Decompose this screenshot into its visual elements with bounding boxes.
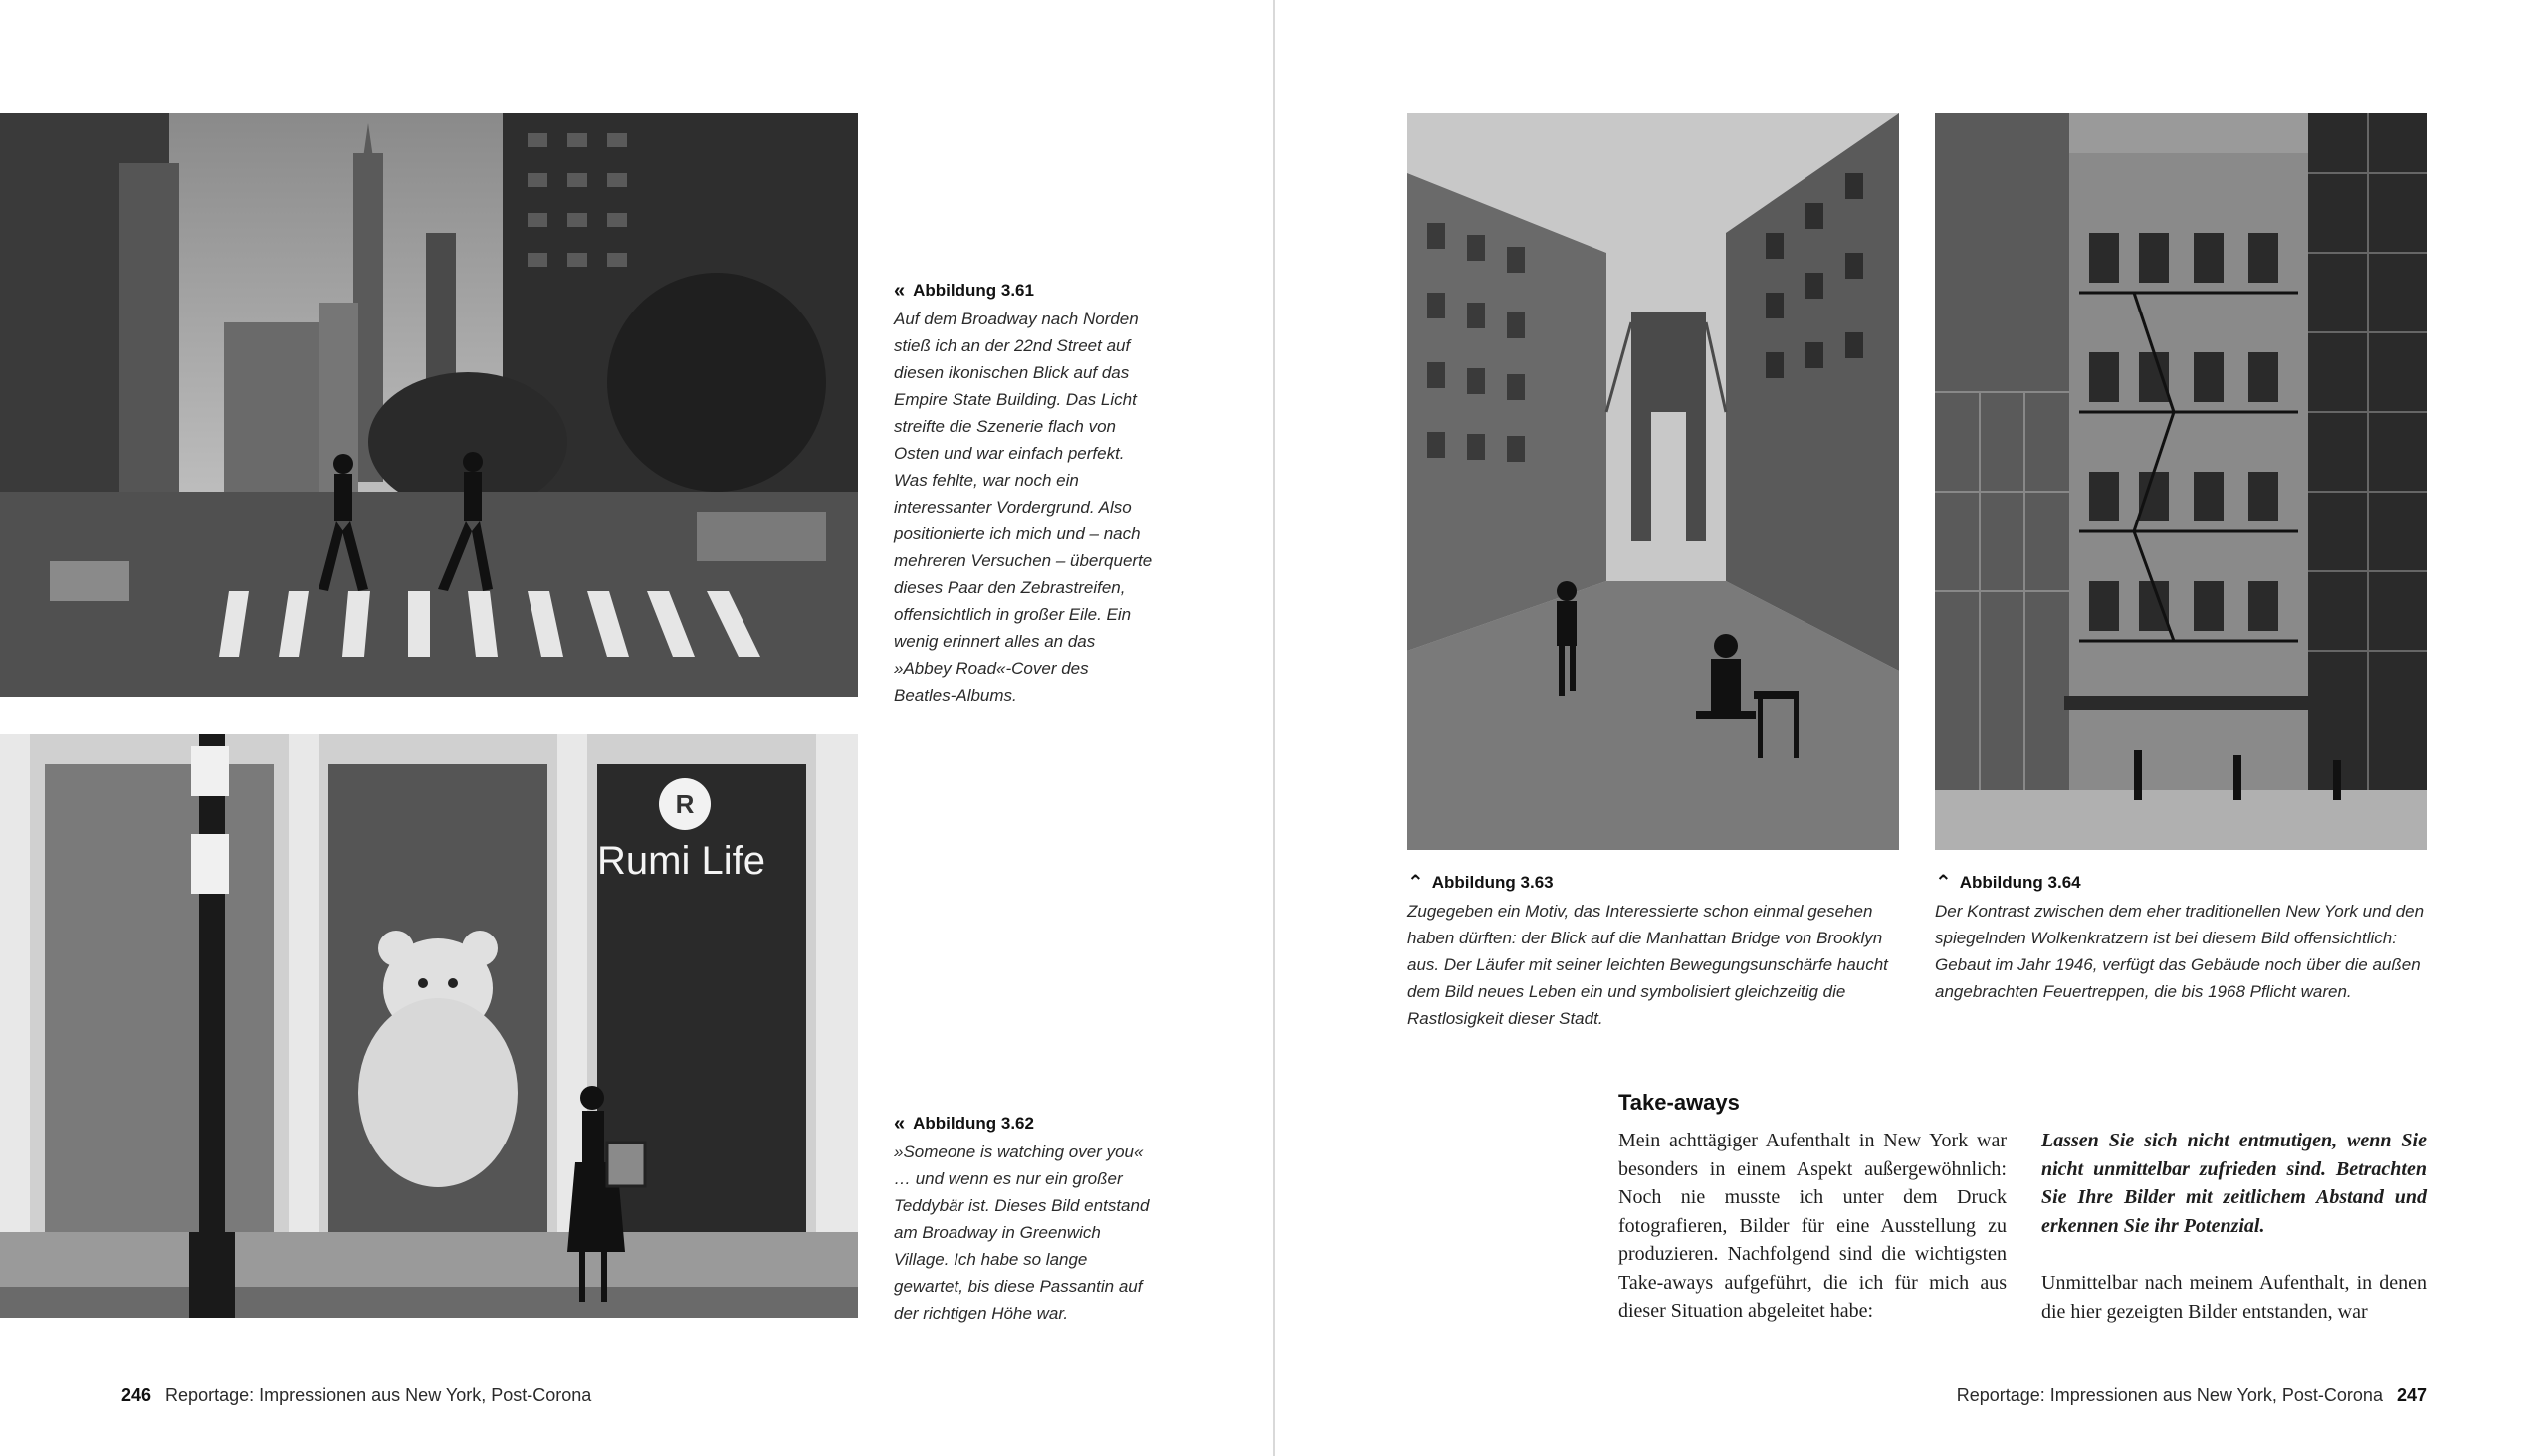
photo-rumi-life-storefront [0, 734, 858, 1318]
caption-text: »Someone is watching over you« … und wenn es nur ein großer Teddybär ist. Dieses Bild entstand am Broadway in Greenwich Village. Ich habe so lange gewartet, bis diese Passantin auf der richtigen Höhe war. [894, 1143, 1150, 1323]
caption-figure-3-62 [894, 1110, 1153, 1327]
takeaways-title: Take-aways [1618, 1090, 1740, 1115]
caption-title [1935, 869, 2427, 896]
running-title: Reportage: Impressionen aus New York, Post-Corona [1956, 1385, 2383, 1405]
takeaways-paragraph-2: Unmittelbar nach meinem Aufenthalt, in denen die hier gezeigten Bilder entstanden, war [2041, 1272, 2427, 1323]
photo-empire-state-crosswalk [0, 113, 858, 697]
figure-label: Abbildung 3.64 [1959, 873, 2081, 892]
takeaways-paragraph-1: Mein achttägiger Aufenthalt in New York war besonders in einem Aspekt außergewöhnlich: Noch nie musste ich unter dem Druck fotografieren, Bilder für eine Ausstellung zu produzieren. Nachfolgend sind die wichtigsten Take-aways aufgeführt, die ich für mich aus dieser Situation abgeleitet habe: [1618, 1130, 2007, 1322]
left-page [0, 0, 1273, 1456]
double-chevron-up-icon: ⌃ [1407, 871, 1424, 894]
caption-text: Auf dem Broadway nach Norden stieß ich an der 22nd Street auf diesen ikonischen Blick auf das Empire State Building. Das Licht streifte die Szenerie flach von Osten und war einfach perfekt. Was fehlte, war noch ein interessanter Vordergrund. Also positionierte ich mich und – nach mehreren Versuchen – überquerte dieses Paar den Zebrastreifen, offensichtlich in großer Eile. Ein wenig erinnert alles an das »Abbey Road«-Cover des Beatles-Albums. [894, 310, 1153, 705]
caption-figure-3-63 [1407, 869, 1899, 1032]
footer-left [121, 1385, 591, 1406]
caption-text: Zugegeben ein Motiv, das Interessierte schon einmal gesehen haben dürften: der Blick auf die Manhattan Bridge von Brooklyn aus. Der Läufer mit seiner leichten Bewegungsunschärfe haucht dem Bild neues Leben ein und symbolisiert gleichzeitig die Rastlosigkeit dieser Stadt. [1407, 902, 1888, 1028]
shop-logo-icon: R [675, 788, 695, 819]
figure-label: Abbildung 3.62 [913, 1114, 1034, 1133]
takeaways-highlight: Lassen Sie sich nicht entmutigen, wenn Sie nicht unmittelbar zufrieden sind. Betrachten Sie Ihre Bilder mit zeitlichem Abstand und erkennen Sie ihr Potenzial. [2041, 1130, 2427, 1237]
double-chevron-left-icon: « [894, 279, 906, 302]
footer-right [1957, 1385, 2427, 1406]
double-chevron-up-icon: ⌃ [1935, 871, 1952, 894]
page-number: 247 [2396, 1385, 2427, 1405]
shop-sign: Rumi Life [597, 839, 765, 883]
caption-figure-3-64 [1935, 869, 2427, 1005]
double-chevron-left-icon: « [894, 1112, 906, 1135]
photo-fire-escape-building [1935, 113, 2427, 850]
caption-figure-3-61 [894, 277, 1153, 709]
caption-title [894, 1110, 1153, 1137]
caption-title [1407, 869, 1899, 896]
caption-title [894, 277, 1153, 304]
photo-manhattan-bridge [1407, 113, 1899, 850]
page-number: 246 [121, 1385, 152, 1405]
caption-text: Der Kontrast zwischen dem eher traditionellen New York und den spiegelnden Wolkenkratzern ist bei diesem Bild offensichtlich: Gebaut im Jahr 1946, verfügt das Gebäude noch über die außen angebrachten Feuertreppen, die bis 1968 Pflicht waren. [1935, 902, 2425, 1001]
right-page [1275, 0, 2548, 1456]
figure-label: Abbildung 3.63 [1431, 873, 1554, 892]
running-title: Reportage: Impressionen aus New York, Post-Corona [165, 1385, 592, 1405]
figure-label: Abbildung 3.61 [913, 281, 1034, 300]
